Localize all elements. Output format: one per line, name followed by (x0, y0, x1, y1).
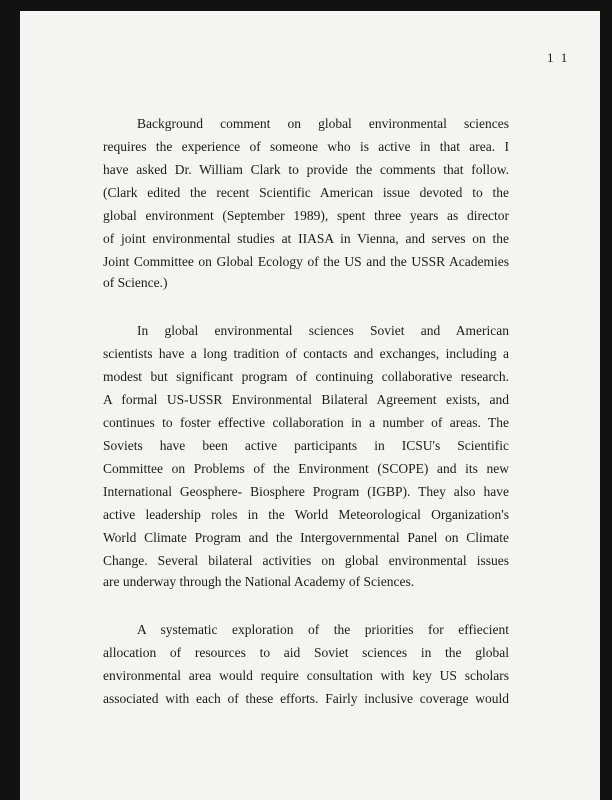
paragraph-1-line-8: of Science.) (103, 275, 168, 290)
paragraph-2-line-1: In global environmental sciences Soviet and American (137, 323, 509, 338)
paragraph-2-line-12: are underway through the National Academy of Sciences. (103, 574, 415, 589)
paragraph-1-line-5: global environment (September 1989), spent three years as director (103, 208, 509, 223)
paragraph-2-line-7: Committee on Problems of the Environment (SCOPE) and its new (103, 461, 509, 476)
paragraph-2-line-3: modest but significant program of continuing collaborative research. (103, 369, 509, 384)
page-number: 1 1 (547, 50, 570, 65)
paragraph-3-line-1: A systematic exploration of the priorities for effiecient (137, 622, 509, 637)
paragraph-2-line-8: International Geosphere- Biosphere Program (IGBP). They also have (103, 484, 509, 499)
paragraph-3-line-4: associated with each of these efforts. Fairly inclusive coverage would (103, 691, 509, 706)
paragraph-1-line-6: of joint environmental studies at IIASA in Vienna, and serves on the (103, 231, 509, 246)
paragraph-3-line-2: allocation of resources to aid Soviet sciences in the global (103, 645, 509, 660)
paragraph-2-line-10: World Climate Program and the Intergovernmental Panel on Climate (103, 530, 509, 545)
paragraph-2-line-6: Soviets have been active participants in ICSU's Scientific (103, 438, 509, 453)
paragraph-1-line-7: Joint Committee on Global Ecology of the US and the USSR Academies (103, 254, 509, 269)
paragraph-2-line-11: Change. Several bilateral activities on global environmental issues (103, 553, 509, 568)
paragraph-2-line-9: active leadership roles in the World Meteorological Organization's (103, 507, 509, 522)
paragraph-3-line-3: environmental area would require consultation with key US scholars (103, 668, 509, 683)
paragraph-1-line-4: (Clark edited the recent Scientific American issue devoted to the (103, 185, 509, 200)
paragraph-2-line-4: A formal US-USSR Environmental Bilateral Agreement exists, and (103, 392, 509, 407)
paragraph-2-line-2: scientists have a long tradition of contacts and exchanges, including a (103, 346, 509, 361)
paragraph-2-line-5: continues to foster effective collaboration in a number of areas. The (103, 415, 509, 430)
document-page (20, 11, 600, 800)
paragraph-1-line-1: Background comment on global environmental sciences (137, 116, 509, 131)
paragraph-1-line-2: requires the experience of someone who is active in that area. I (103, 139, 509, 154)
paragraph-1-line-3: have asked Dr. William Clark to provide the comments that follow. (103, 162, 509, 177)
